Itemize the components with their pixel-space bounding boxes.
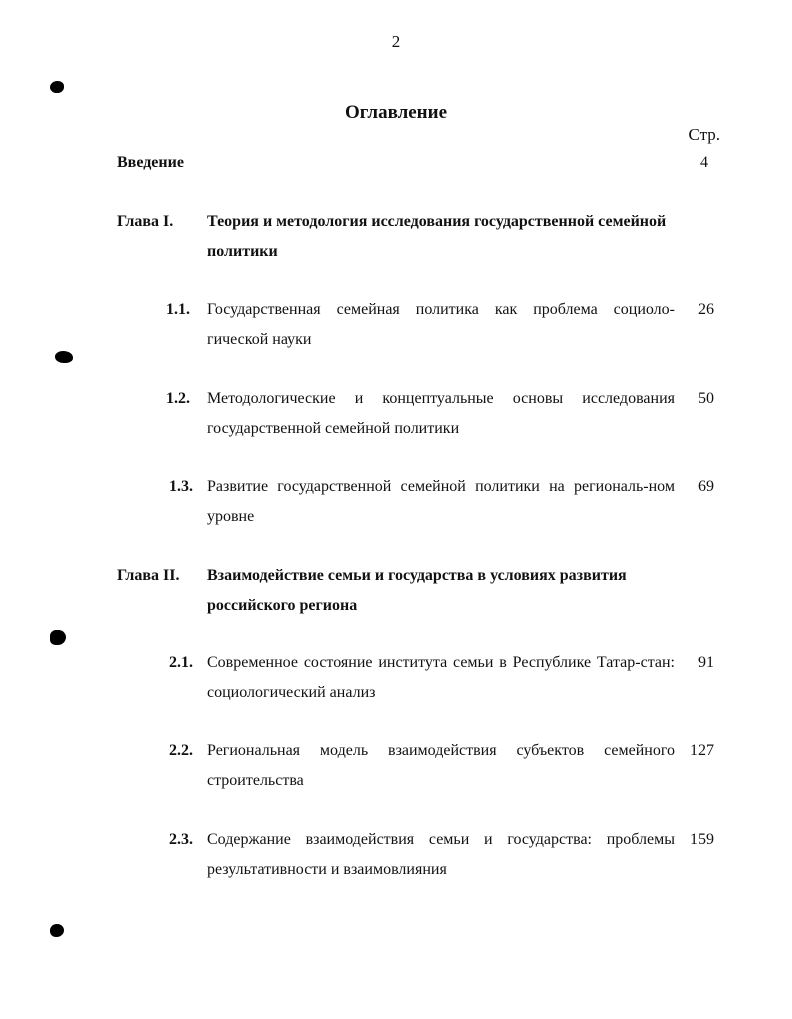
section-title: Развитие государственной семейной политики на региональ-ном уровне bbox=[207, 478, 675, 525]
section-title: Методологические и концептуальные основы исследования государственной семейной политики bbox=[207, 390, 675, 437]
section-number: 1.3. bbox=[169, 478, 193, 495]
section-number: 1.1. bbox=[166, 301, 190, 318]
chapter-title: Взаимодействие семьи и государства в условиях развития российского региона bbox=[207, 567, 627, 614]
intro-label: Введение bbox=[117, 154, 184, 171]
section-number: 2.3. bbox=[169, 831, 193, 848]
chapter-label: Глава II. bbox=[117, 567, 180, 584]
section-page-ref: 26 bbox=[698, 301, 714, 318]
intro-page-ref: 4 bbox=[700, 154, 708, 171]
scan-blot-mark bbox=[50, 924, 64, 937]
chapter-title: Теория и методология исследования государственной семейной политики bbox=[207, 213, 667, 260]
section-page-ref: 159 bbox=[690, 831, 714, 848]
section-number: 1.2. bbox=[166, 390, 190, 407]
page-column-header: Стр. bbox=[688, 125, 720, 144]
section-page-ref: 50 bbox=[698, 390, 714, 407]
section-title: Региональная модель взаимодействия субъектов семейного строительства bbox=[207, 742, 675, 789]
section-page-ref: 127 bbox=[690, 742, 714, 759]
scan-blot-mark bbox=[55, 351, 73, 363]
section-page-ref: 69 bbox=[698, 478, 714, 495]
section-title: Содержание взаимодействия семьи и государства: проблемы результативности и взаимовлияния bbox=[207, 831, 675, 878]
section-number: 2.2. bbox=[169, 742, 193, 759]
page-title: Оглавление bbox=[344, 102, 448, 123]
section-title: Современное состояние института семьи в Республике Татар-стан: социологический анализ bbox=[207, 654, 675, 701]
section-number: 2.1. bbox=[169, 654, 193, 671]
section-page-ref: 91 bbox=[698, 654, 714, 671]
section-title: Государственная семейная политика как проблема социоло-гической науки bbox=[207, 301, 675, 348]
page-number: 2 bbox=[391, 32, 401, 51]
chapter-label: Глава I. bbox=[117, 213, 174, 230]
scan-blot-mark bbox=[50, 81, 64, 93]
scan-blot-mark bbox=[50, 630, 66, 645]
